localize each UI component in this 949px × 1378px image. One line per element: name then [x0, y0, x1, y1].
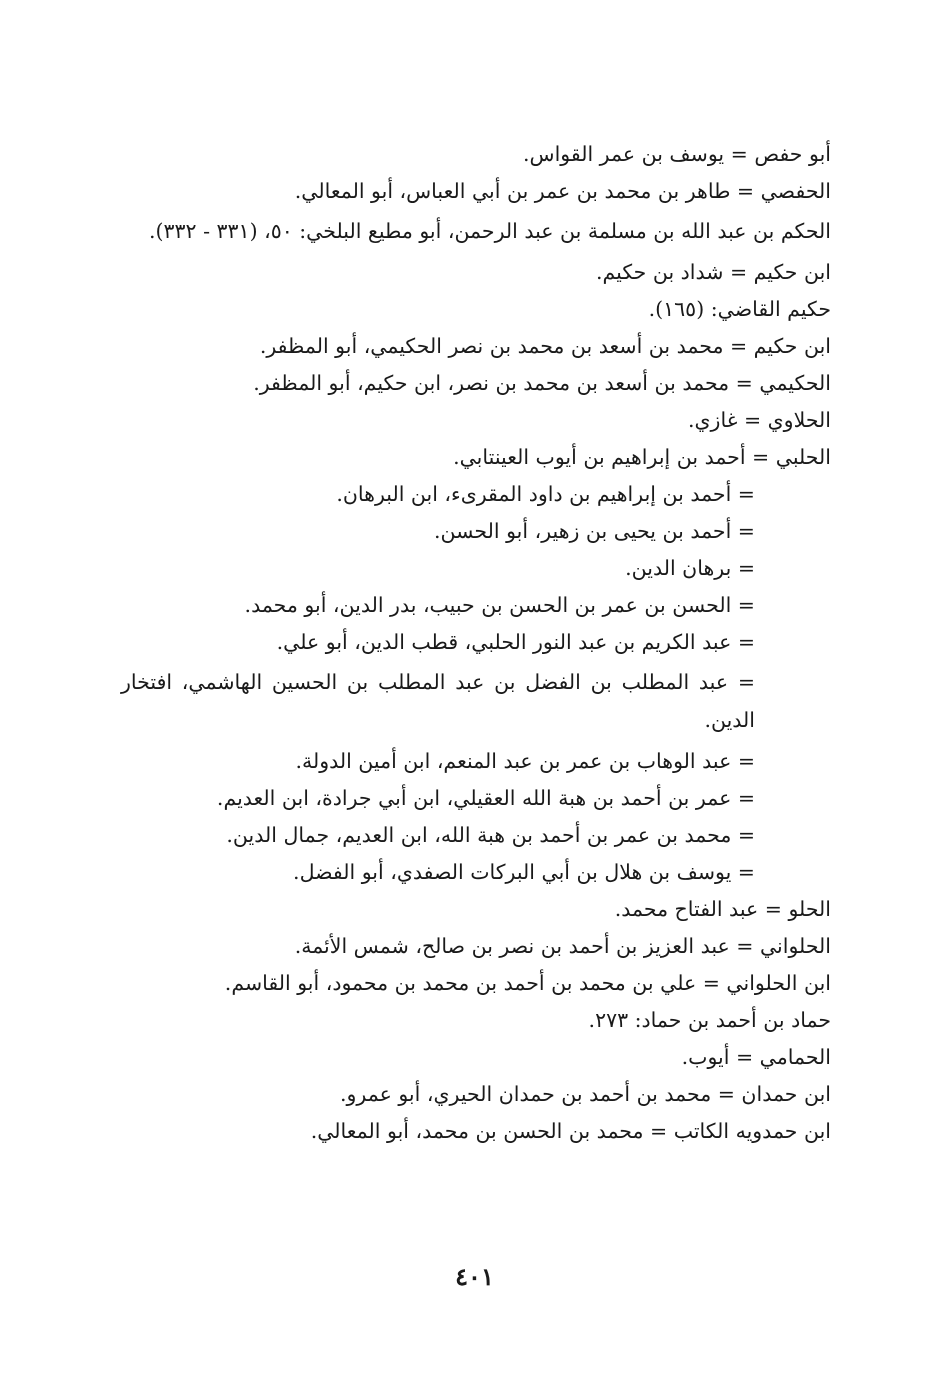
index-entry: الحلواني = عبد العزيز بن أحمد بن نصر بن صالح، شمس الأئمة.	[294, 934, 831, 958]
index-sub-entry: = الحسن بن عمر بن الحسن بن حبيب، بدر الدين، أبو محمد.	[244, 593, 755, 617]
index-sub-entry: = أحمد بن يحيى بن زهير، أبو الحسن.	[433, 519, 755, 543]
index-sub-entry: = أحمد بن إبراهيم بن داود المقرىء، ابن البرهان.	[336, 482, 755, 506]
index-sub-entry: = محمد بن عمر بن أحمد بن هبة الله، ابن العديم، جمال الدين.	[226, 823, 755, 847]
index-entry: الحلاوي = غازي.	[688, 408, 831, 432]
index-entry: ابن حكيم = شداد بن حكيم.	[596, 260, 831, 284]
index-entry: ابن الحلواني = علي بن محمد بن أحمد بن محمد بن محمود، أبو القاسم.	[224, 971, 831, 995]
index-entry: حكيم القاضي: (١٦٥).	[648, 297, 831, 321]
page-number: ٤٠١	[455, 1262, 494, 1291]
index-entries	[121, 138, 831, 1152]
index-entry: ابن حمدان = محمد بن أحمد بن حمدان الحيري، أبو عمرو.	[340, 1082, 831, 1106]
index-sub-entry: = عمر بن أحمد بن هبة الله العقيلي، ابن أبي جرادة، ابن العديم.	[216, 786, 755, 810]
index-entry: الحلبي = أحمد بن إبراهيم بن أيوب العينتابي.	[453, 445, 831, 469]
index-entry: حماد بن أحمد بن حماد: ٢٧٣.	[588, 1008, 831, 1032]
index-entry: أبو حفص = يوسف بن عمر القواس.	[523, 142, 831, 166]
index-sub-entry: = عبد المطلب بن الفضل بن عبد المطلب بن الحسين الهاشمي، افتخار الدين.	[121, 670, 755, 732]
index-entry: الحكيمي = محمد بن أسعد بن محمد بن نصر، ابن حكيم، أبو المظفر.	[253, 371, 831, 395]
index-entry: الحلو = عبد الفتاح محمد.	[614, 897, 831, 921]
index-sub-entry: = عبد الكريم بن عبد النور الحلبي، قطب الدين، أبو علي.	[276, 630, 755, 654]
index-entry: الحفصي = طاهر بن محمد بن عمر بن أبي العباس، أبو المعالي.	[294, 179, 831, 203]
index-entry: ابن حكيم = محمد بن أسعد بن محمد بن نصر الحكيمي، أبو المظفر.	[259, 334, 831, 358]
index-sub-entry: = عبد الوهاب بن عمر بن عبد المنعم، ابن أمين الدولة.	[295, 749, 755, 773]
index-entry: الحمامي = أيوب.	[681, 1045, 831, 1069]
index-sub-entry: = برهان الدين.	[625, 556, 755, 580]
index-entry: الحكم بن عبد الله بن مسلمة بن عبد الرحمن، أبو مطيع البلخي: ٥٠، (٣٣١ - ٣٣٢).	[148, 219, 831, 243]
index-entry: ابن حمدويه الكاتب = محمد بن الحسن بن محمد، أبو المعالي.	[310, 1119, 831, 1143]
index-sub-entry: = يوسف بن هلال بن أبي البركات الصفدي، أبو الفضل.	[293, 860, 755, 884]
